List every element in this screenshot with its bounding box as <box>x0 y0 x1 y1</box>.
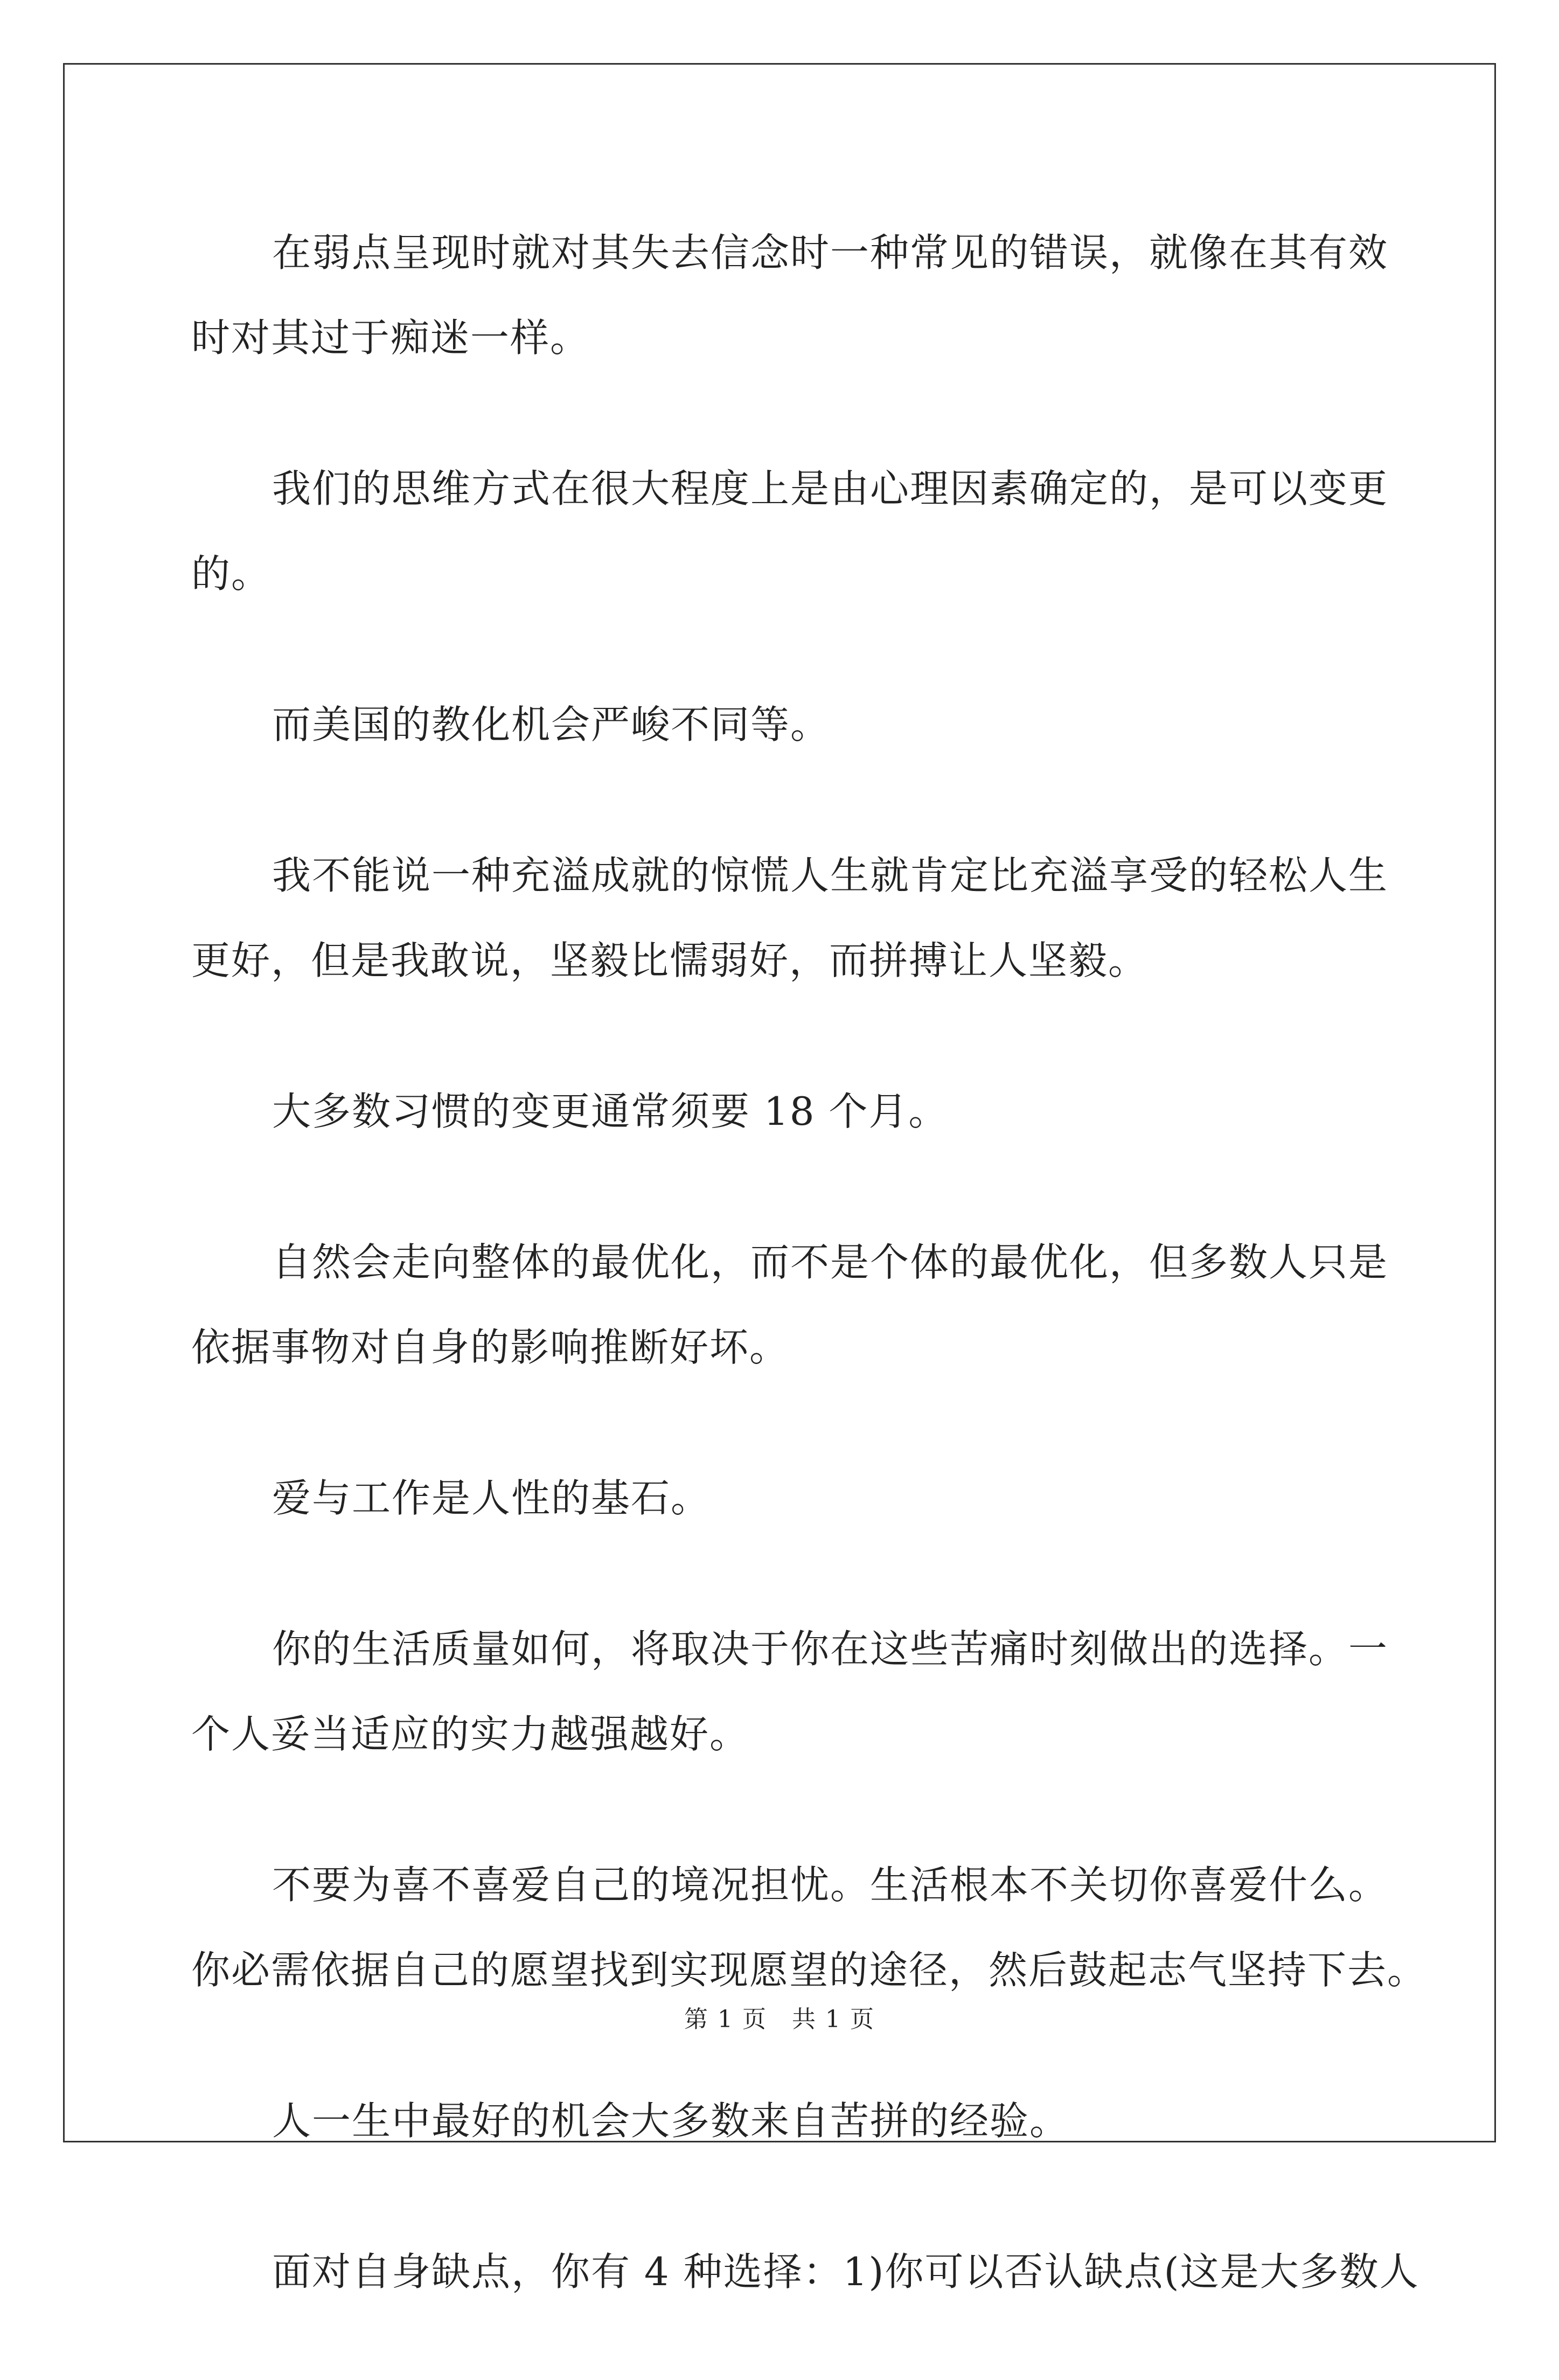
paragraph-line: 在弱点呈现时就对其失去信念时一种常见的错误，就像在其有效 <box>272 230 1389 275</box>
paragraph-11 <box>191 2229 1419 2314</box>
paragraph-9 <box>191 1842 1428 2013</box>
paragraph-line: 我不能说一种充溢成就的惊慌人生就肯定比充溢享受的轻松人生 <box>272 853 1389 898</box>
paragraph-line: 更好，但是我敢说，坚毅比懦弱好，而拼搏让人坚毅。 <box>191 938 1149 983</box>
paragraph-line: 依据事物对自身的影响推断好坏。 <box>191 1325 790 1370</box>
paragraph-7 <box>191 1456 1376 1541</box>
paragraph-line: 而美国的教化机会严峻不同等。 <box>272 702 831 747</box>
paragraph-5 <box>191 1069 1376 1154</box>
paragraph-line: 自然会走向整体的最优化，而不是个体的最优化，但多数人只是 <box>272 1240 1389 1285</box>
paragraph-3 <box>191 682 1376 767</box>
paragraph-6 <box>191 1220 1389 1390</box>
paragraph-4 <box>191 833 1389 1003</box>
paragraph-8 <box>191 1606 1389 1777</box>
paragraph-1 <box>191 210 1389 380</box>
paragraph-2 <box>191 446 1389 616</box>
paragraph-line: 大多数习惯的变更通常须要 18 个月。 <box>272 1089 949 1134</box>
paragraph-10 <box>191 2078 1376 2163</box>
paragraph-line: 你必需依据自己的愿望找到实现愿望的途径，然后鼓起志气坚持下去。 <box>191 1947 1428 1993</box>
paragraph-line: 爱与工作是人性的基石。 <box>272 1476 711 1521</box>
paragraph-line: 的。 <box>191 551 272 596</box>
paragraph-line: 不要为喜不喜爱自己的境况担忧。生活根本不关切你喜爱什么。 <box>272 1862 1389 1908</box>
page-number-footer: 第 1 页 共 1 页 <box>684 2006 875 2033</box>
paragraph-line: 个人妥当适应的实力越强越好。 <box>191 1711 750 1757</box>
paragraph-line: 面对自身缺点，你有 4 种选择：1)你可以否认缺点(这是大多数人 <box>272 2249 1419 2294</box>
paragraph-line: 时对其过于痴迷一样。 <box>191 315 590 360</box>
paragraph-line: 我们的思维方式在很大程度上是由心理因素确定的，是可以变更 <box>272 466 1389 511</box>
paragraph-line: 你的生活质量如何，将取决于你在这些苦痛时刻做出的选择。一 <box>272 1626 1389 1672</box>
document-body <box>191 210 1428 2380</box>
paragraph-line: 人一生中最好的机会大多数来自苦拼的经验。 <box>272 2098 1070 2144</box>
